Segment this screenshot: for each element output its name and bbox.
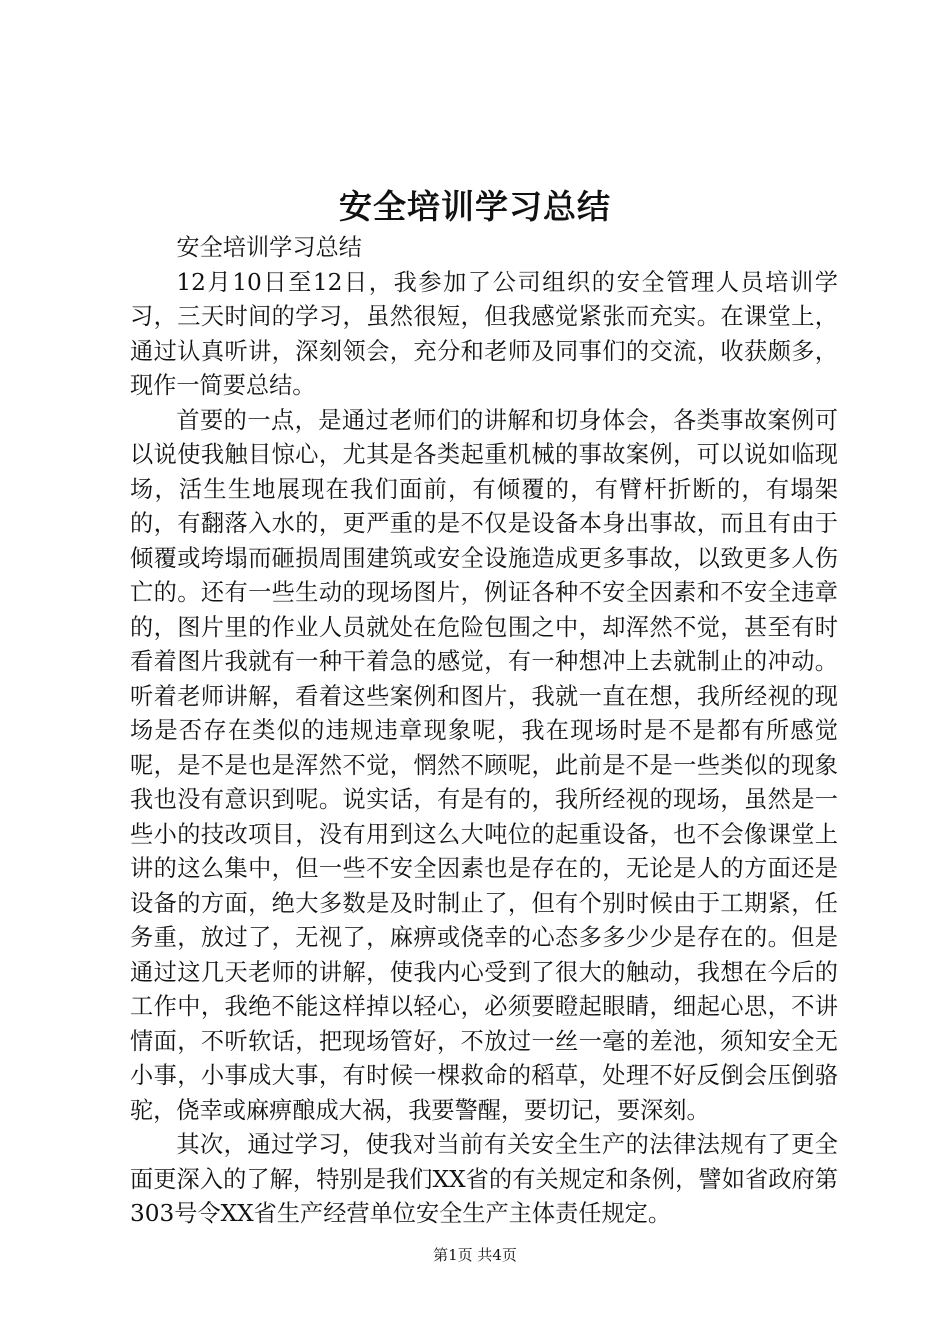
second-point-paragraph: 其次，通过学习，使我对当前有关安全生产的法律法规有了更全面更深入的了解，特别是我们XX省的有关规定和条例，譬如省政府第303号令XX省生产经营单位安全生产主体责任规定。	[130, 1131, 838, 1227]
intro-paragraph: 12月10日至12日，我参加了公司组织的安全管理人员培训学习，三天时间的学习，虽然很短，但我感觉紧张而充实。在课堂上，通过认真听讲，深刻领会，充分和老师及同事们的交流，收获颇多，现作一简要总结。	[130, 268, 838, 399]
subtitle-paragraph: 安全培训学习总结	[176, 234, 362, 261]
first-point-paragraph: 首要的一点，是通过老师们的讲解和切身体会，各类事故案例可以说使我触目惊心，尤其是各类起重机械的事故案例，可以说如临现场，活生生地展现在我们面前，有倾覆的，有臂杆折断的，有塌架的，有翻落入水的，更严重的是不仅是设备本身出事故，而且有由于倾覆或垮塌而砸损周围建筑或安全设施造成更多事故，以致更多人伤亡的。还有一些生动的现场图片，例证各种不安全因素和不安全违章的，图片里的作业人员就处在危险包围之中，却浑然不觉，甚至有时看着图片我就有一种干着急的感觉，有一种想冲上去就制止的冲动。听着老师讲解，看着这些案例和图片，我就一直在想，我所经视的现场是否存在类似的违规违章现象呢，我在现场时是不是都有所感觉呢，是不是也是浑然不觉，惘然不顾呢，此前是不是一些类似的现象我也没有意识到呢。说实话，有是有的，我所经视的现场，虽然是一些小的技改项目，没有用到这么大吨位的起重设备，也不会像课堂上讲的这么集中，但一些不安全因素也是存在的，无论是人的方面还是设备的方面，绝大多数是及时制止了，但有个别时候由于工期紧，任务重，放过了，无视了，麻痹或侥幸的心态多多少少是存在的。但是通过这几天老师的讲解，使我内心受到了很大的触动，我想在今后的工作中，我绝不能这样掉以轻心，必须要瞪起眼睛，细起心思，不讲情面，不听软话，把现场管好，不放过一丝一毫的差池，须知安全无小事，小事成大事，有时候一棵救命的稻草，处理不好反倒会压倒骆驼，侥幸或麻痹酿成大祸，我要警醒，要切记，要深刻。	[130, 406, 838, 1124]
page-title: 安全培训学习总结	[339, 187, 611, 226]
document-body	[130, 231, 838, 1232]
page-number: 第1页 共4页	[433, 1246, 517, 1264]
